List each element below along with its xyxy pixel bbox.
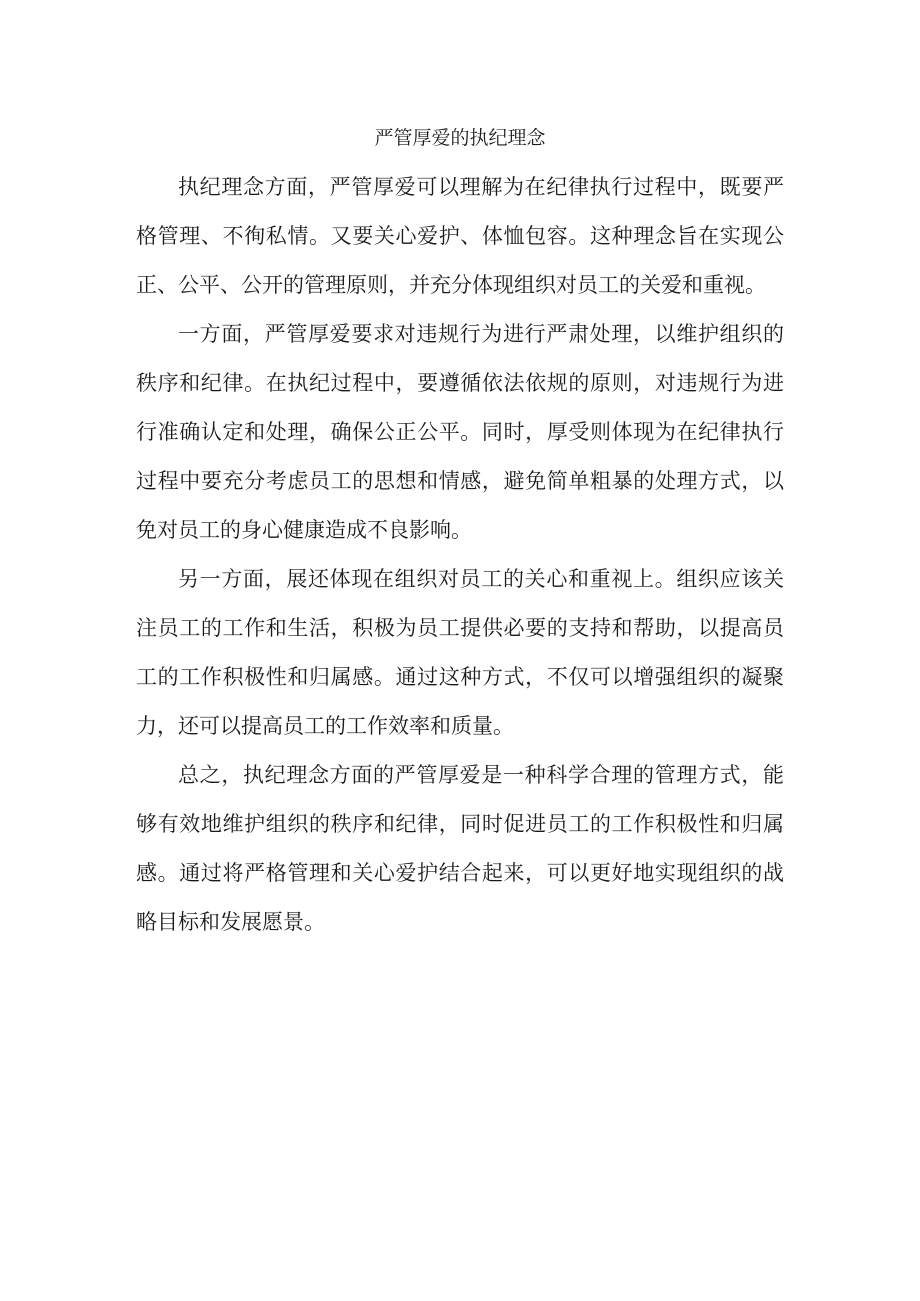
document-title: 严管厚爱的执纪理念 [374, 127, 546, 149]
document-body [136, 163, 784, 947]
paragraph: 执纪理念方面，严管厚爱可以理解为在纪律执行过程中，既要严格管理、不徇私情。又要关心爱护、体恤包容。这种理念旨在实现公正、公平、公开的管理原则，并充分体现组织对员工的关爱和重视。 [136, 175, 784, 297]
paragraph: 另一方面，展还体现在组织对员工的关心和重视上。组织应该关注员工的工作和生活，积极为员工提供必要的支持和帮助，以提高员工的工作积极性和归属感。通过这种方式，不仅可以增强组织的凝聚力，还可以提高员工的工作效率和质量。 [136, 567, 784, 738]
paragraph: 总之，执纪理念方面的严管厚爱是一种科学合理的管理方式，能够有效地维护组织的秩序和纪律，同时促进员工的工作积极性和归属感。通过将严格管理和关心爱护结合起来，可以更好地实现组织的战略目标和发展愿景。 [136, 763, 784, 934]
paragraph: 一方面，严管厚爱要求对违规行为进行严肃处理，以维护组织的秩序和纪律。在执纪过程中，要遵循依法依规的原则，对违规行为进行准确认定和处理，确保公正公平。同时，厚受则体现为在纪律执行过程中要充分考虑员工的思想和情感，避免简单粗暴的处理方式，以免对员工的身心健康造成不良影响。 [136, 322, 784, 542]
